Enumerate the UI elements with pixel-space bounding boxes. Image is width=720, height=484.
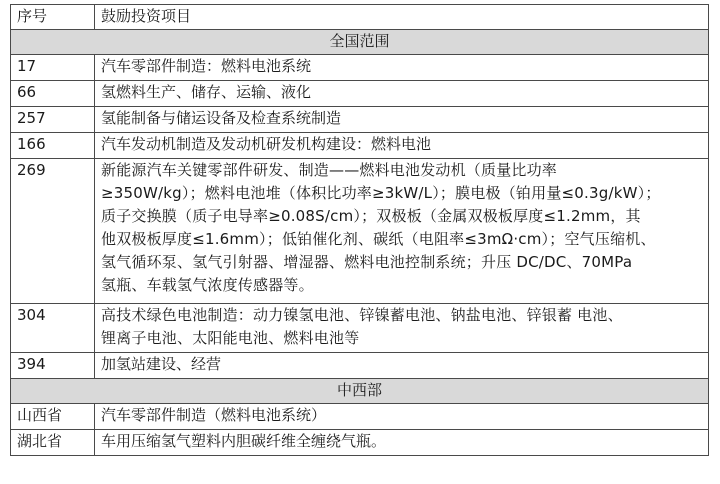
row-province: 山西省 xyxy=(11,404,95,430)
row-number: 66 xyxy=(11,81,95,107)
header-number: 序号 xyxy=(11,5,95,30)
row-project: 氢燃料生产、储存、运输、液化 xyxy=(95,81,709,107)
project-line: 高技术绿色电池制造：动力镍氢电池、锌镍蓄电池、钠盐电池、锌银蓄 电池、 xyxy=(101,306,623,324)
investment-table xyxy=(10,4,709,456)
table-row xyxy=(11,159,709,304)
table-row xyxy=(11,133,709,159)
project-line: ≥350W/kg）；燃料电池堆（体积比功率≥3kW/L）；膜电极（铂用量≤0.3g/kW）； xyxy=(101,184,661,202)
table-row xyxy=(11,81,709,107)
row-number: 304 xyxy=(11,304,95,353)
row-number: 257 xyxy=(11,107,95,133)
section-row-central-west xyxy=(11,379,709,404)
row-province: 湖北省 xyxy=(11,430,95,456)
row-number: 394 xyxy=(11,353,95,379)
table-row xyxy=(11,353,709,379)
project-line: 氢瓶、车载氢气浓度传感器等。 xyxy=(101,276,314,294)
section-row-national xyxy=(11,30,709,55)
row-project: 汽车零部件制造（燃料电池系统） xyxy=(95,404,709,430)
project-line: 质子交换膜（质子电导率≥0.08S/cm）；双极板（金属双极板厚度≤1.2mm，其 xyxy=(101,207,641,225)
row-project: 汽车零部件制造：燃料电池系统 xyxy=(95,55,709,81)
project-line: 锂离子电池、太阳能电池、燃料电池等 xyxy=(101,329,360,347)
row-project: 车用压缩氢气塑料内胆碳纤维全缠绕气瓶。 xyxy=(95,430,709,456)
section-title: 全国范围 xyxy=(11,30,709,55)
table-row xyxy=(11,107,709,133)
row-project xyxy=(95,304,709,353)
table-header-row xyxy=(11,5,709,30)
row-project xyxy=(95,159,709,304)
project-line: 氢气循环泵、氢气引射器、增湿器、燃料电池控制系统；升压 DC/DC、70MPa xyxy=(101,253,633,271)
table-row xyxy=(11,55,709,81)
row-project: 氢能制备与储运设备及检查系统制造 xyxy=(95,107,709,133)
row-number: 17 xyxy=(11,55,95,81)
project-line: 他双极板厚度≤1.6mm）；低铂催化剂、碳纸（电阻率≤3mΩ·cm）；空气压缩机、 xyxy=(101,230,656,248)
table-row xyxy=(11,430,709,456)
row-project: 加氢站建设、经营 xyxy=(95,353,709,379)
row-number: 166 xyxy=(11,133,95,159)
project-line: 新能源汽车关键零部件研发、制造——燃料电池发动机（质量比功率 xyxy=(101,161,558,179)
row-number: 269 xyxy=(11,159,95,304)
table-row xyxy=(11,304,709,353)
table-row xyxy=(11,404,709,430)
header-project: 鼓励投资项目 xyxy=(95,5,709,30)
section-title: 中西部 xyxy=(11,379,709,404)
row-project: 汽车发动机制造及发动机研发机构建设：燃料电池 xyxy=(95,133,709,159)
